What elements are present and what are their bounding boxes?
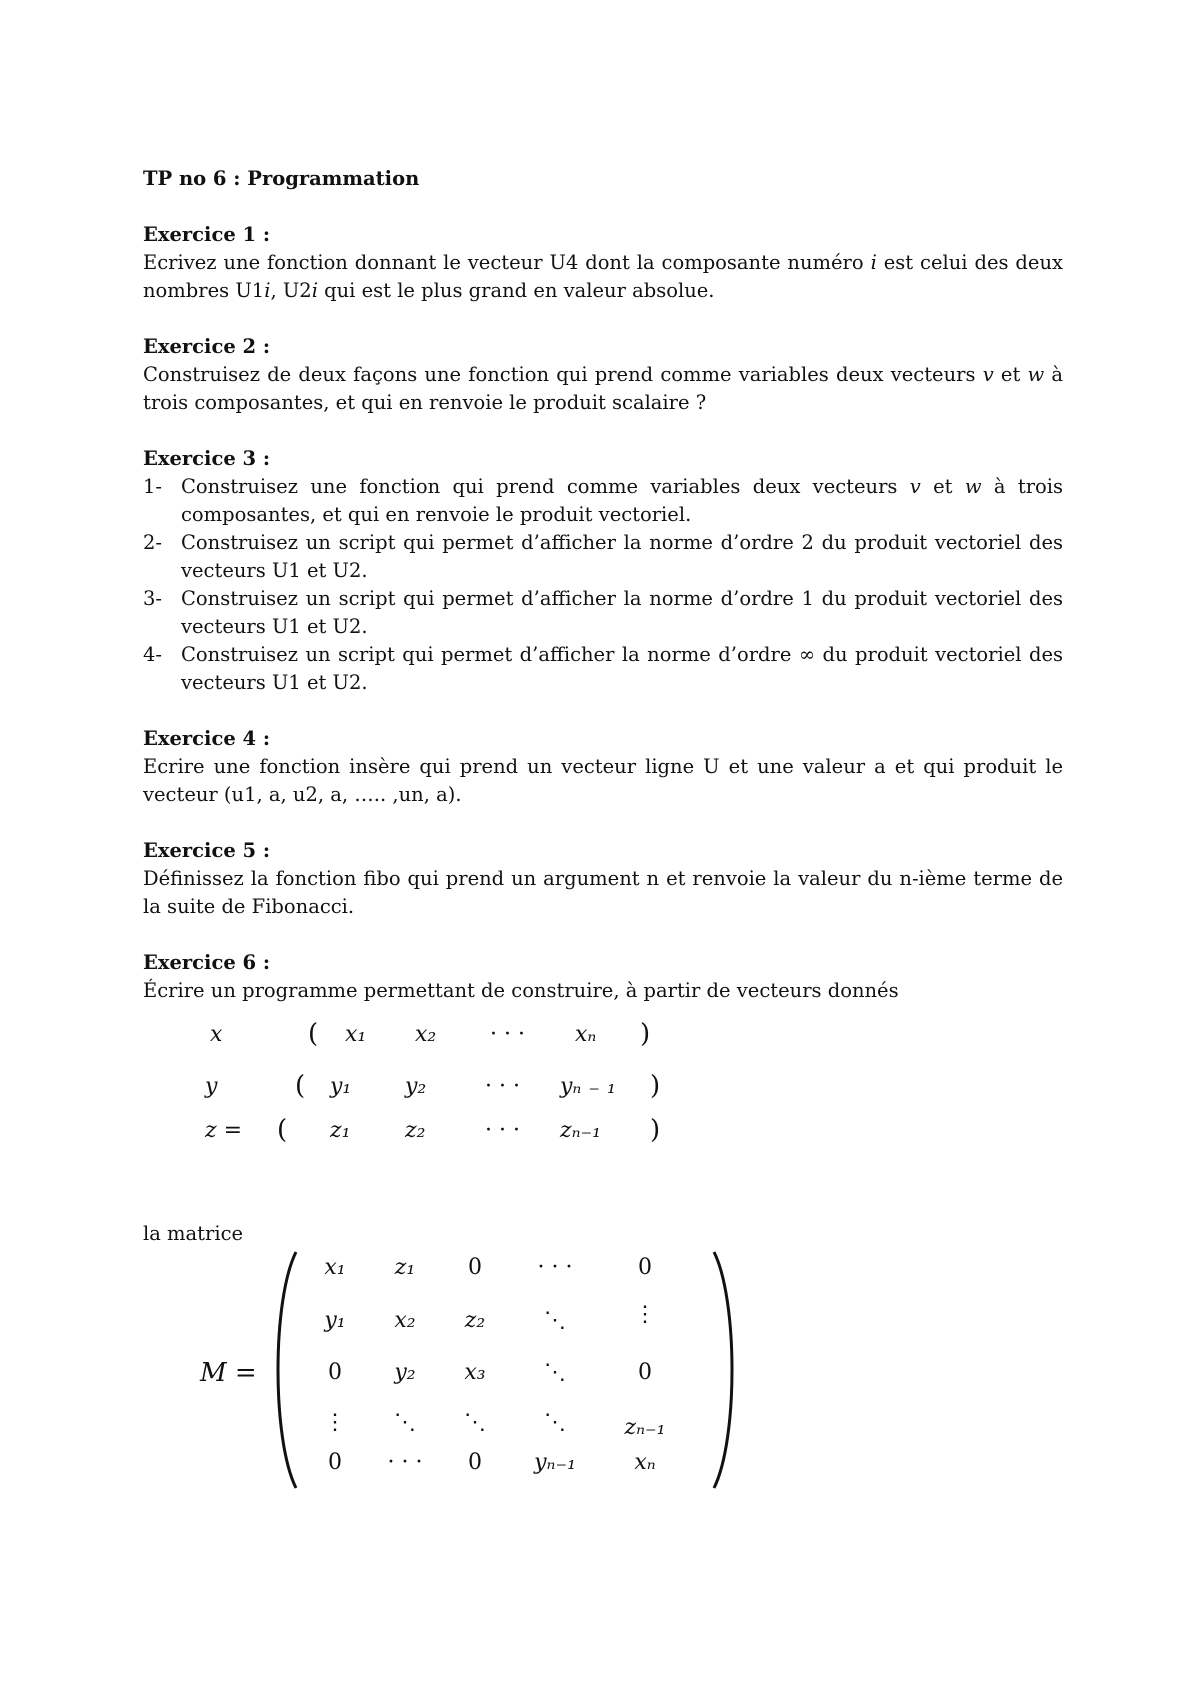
exercise-4-heading: Exercice 4 : <box>143 727 271 750</box>
exercise-3-heading: Exercice 3 : <box>143 447 271 470</box>
matrix-cell: ⋱ <box>464 1410 486 1435</box>
exercise-6-heading: Exercice 6 : <box>143 951 271 974</box>
vector-z: z = ( z₁ z₂ · · · zₙ₋₁ ) <box>205 1115 661 1145</box>
exercise-5-text: Définissez la fonction fibo qui prend un argument n et renvoie la valeur du n-ième terme de la suite de Fibonacci. <box>143 867 1063 918</box>
matrix-cell: · · · <box>537 1255 573 1280</box>
list-item: 4- Construisez un script qui permet d’afficher la norme d’ordre ∞ du produit vectoriel des vecteurs U1 et U2. <box>143 643 1063 694</box>
exercise-3 <box>143 445 1063 697</box>
matrix-cell: 0 <box>328 1360 342 1385</box>
matrix-cell: x₃ <box>464 1360 486 1385</box>
matrix-cell: 0 <box>638 1360 652 1385</box>
matrix-m <box>200 1250 740 1490</box>
matrix-cell: ⋮ <box>634 1302 656 1327</box>
matrix-cell: 0 <box>468 1450 482 1475</box>
matrix-cell: x₂ <box>394 1308 416 1333</box>
matrix-cell: y₁ <box>324 1308 346 1333</box>
matrix-cell: 0 <box>638 1255 652 1280</box>
list-item: 2- Construisez un script qui permet d’afficher la norme d’ordre 2 du produit vectoriel des vecteurs U1 et U2. <box>143 531 1063 582</box>
exercise-4-text: Ecrire une fonction insère qui prend un vecteur ligne U et une valeur a et qui produit le vecteur (u1, a, u2, a, ….. ,un, a). <box>143 755 1063 806</box>
matrix-name: M = <box>200 1358 257 1388</box>
exercise-2 <box>143 333 1063 417</box>
left-paren <box>270 1250 300 1490</box>
matrix-cell: · · · <box>387 1450 423 1475</box>
exercise-1 <box>143 221 1063 305</box>
vector-x: x ( x₁ x₂ · · · xₙ ) <box>210 1019 651 1049</box>
exercise-5-heading: Exercice 5 : <box>143 839 271 862</box>
document-body <box>143 165 1063 1005</box>
page-title: TP no 6 : Programmation <box>143 167 420 190</box>
exercise-6-text: Écrire un programme permettant de construire, à partir de vecteurs donnés <box>143 979 899 1002</box>
list-item: 3- Construisez un script qui permet d’afficher la norme d’ordre 1 du produit vectoriel des vecteurs U1 et U2. <box>143 587 1063 638</box>
matrix-label: la matrice <box>143 1222 244 1245</box>
exercise-2-text: Construisez de deux façons une fonction qui prend comme variables deux vecteurs v et w à trois composantes, et qui en renvoie le produit scalaire ? <box>143 363 1064 414</box>
exercise-1-text: Ecrivez une fonction donnant le vecteur U4 dont la composante numéro i est celui des deux nombres U1i, U2i qui est le plus grand en valeur absolue. <box>143 251 1064 302</box>
matrix-cell: z₂ <box>464 1308 486 1333</box>
matrix-cell: ⋱ <box>544 1410 566 1435</box>
matrix-cell: 0 <box>328 1450 342 1475</box>
matrix-cell: ⋱ <box>394 1410 416 1435</box>
list-item: 1- Construisez une fonction qui prend comme variables deux vecteurs v et w à trois composantes, et qui en renvoie le produit vectoriel. <box>143 475 1064 526</box>
exercise-3-list <box>143 473 1063 697</box>
vector-y: y ( y₁ y₂ · · · yₙ ₋ ₁ ) <box>205 1071 661 1101</box>
vector-definitions <box>205 1019 705 1172</box>
right-paren <box>710 1250 740 1490</box>
matrix-cell: ⋱ <box>544 1360 566 1385</box>
matrix-cell: ⋮ <box>324 1410 346 1435</box>
exercise-5 <box>143 837 1063 921</box>
matrix-cell: y₂ <box>394 1360 416 1385</box>
matrix-cell: zₙ₋₁ <box>624 1415 666 1440</box>
matrix-cell: xₙ <box>634 1450 656 1475</box>
matrix-cell: yₙ₋₁ <box>534 1450 576 1475</box>
matrix-cell: z₁ <box>394 1255 416 1280</box>
matrix-cell: 0 <box>468 1255 482 1280</box>
exercise-4 <box>143 725 1063 809</box>
exercise-1-heading: Exercice 1 : <box>143 223 271 246</box>
matrix-cell: x₁ <box>324 1255 346 1280</box>
exercise-2-heading: Exercice 2 : <box>143 335 271 358</box>
exercise-6 <box>143 949 1063 1005</box>
matrix-cell: ⋱ <box>544 1308 566 1333</box>
